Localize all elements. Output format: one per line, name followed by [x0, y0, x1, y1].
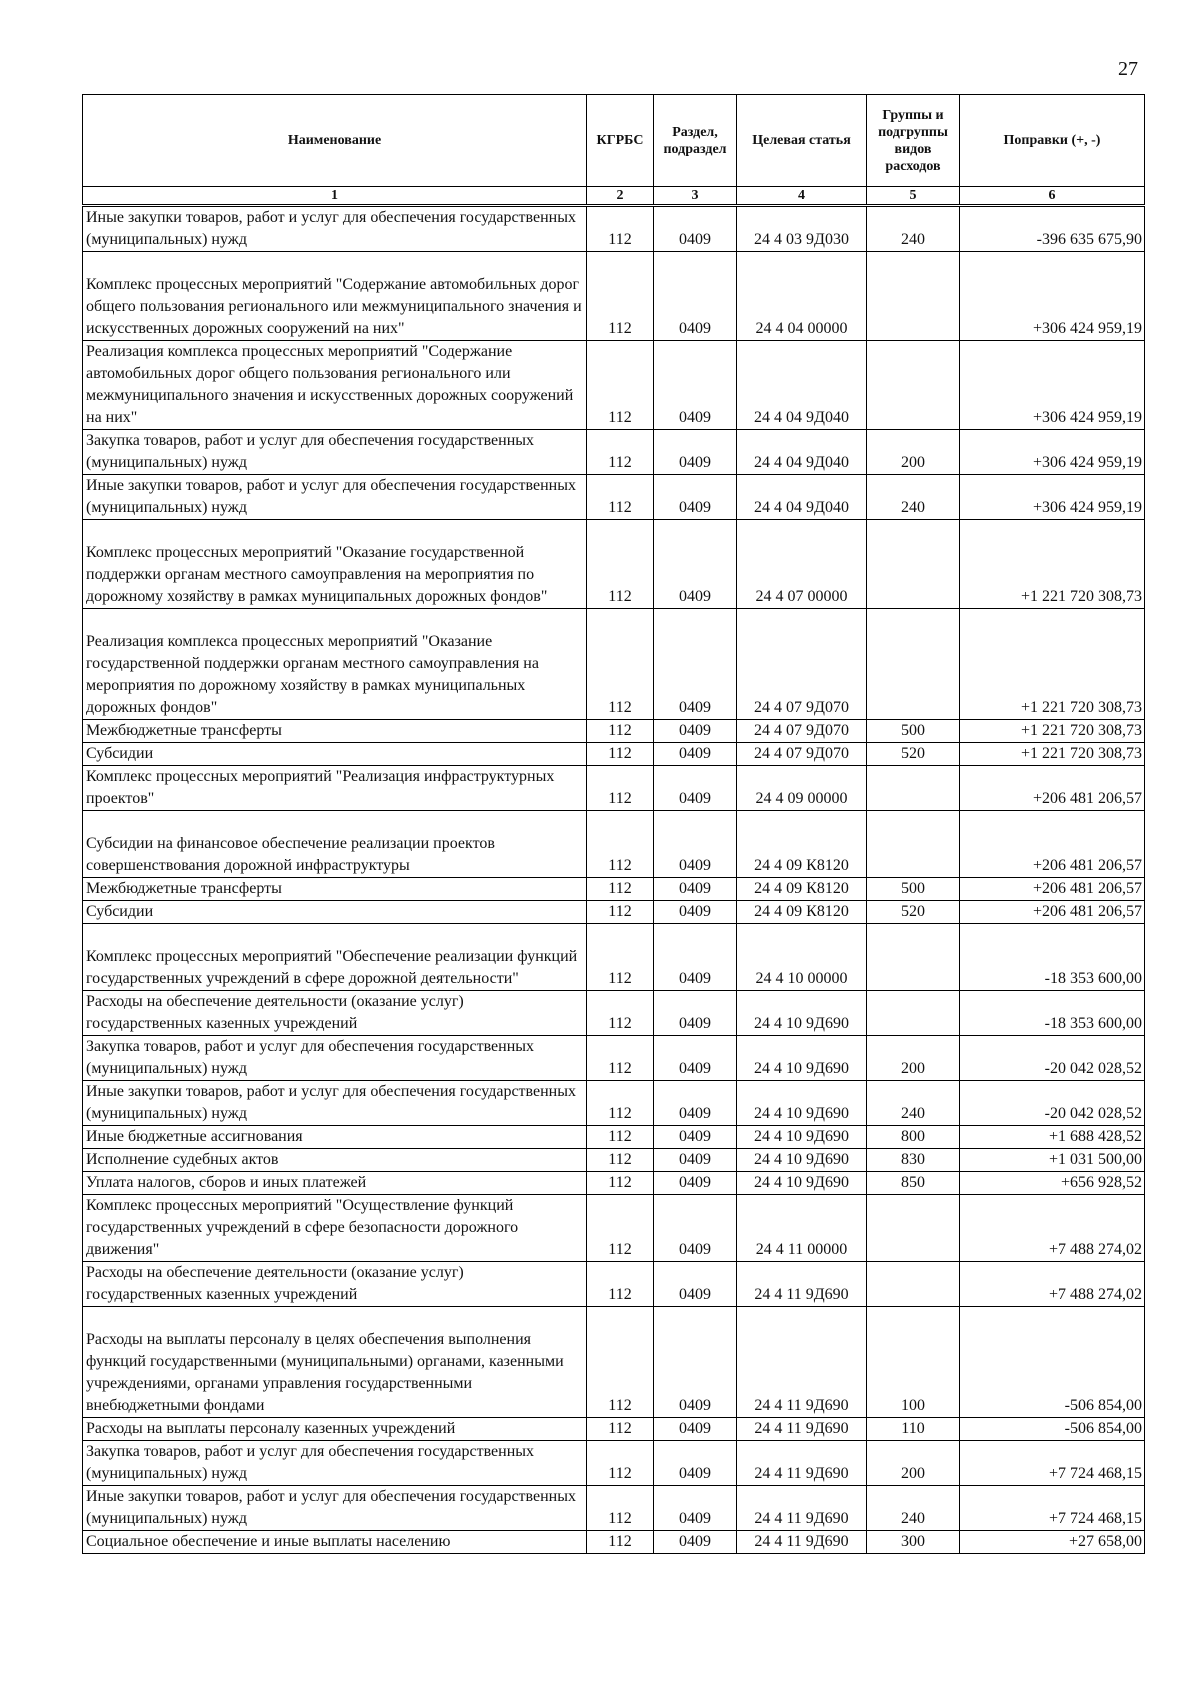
table-row — [83, 1195, 1145, 1262]
row-name: Иные закупки товаров, работ и услуг для обеспечения государственных (муниципальных) нужд — [83, 206, 587, 252]
row-kgrbs: 112 — [587, 1486, 654, 1531]
row-section: 0409 — [654, 520, 737, 609]
row-expense-group — [867, 924, 960, 991]
row-name: Исполнение судебных актов — [83, 1149, 587, 1172]
page-number: 27 — [1118, 58, 1138, 80]
row-amount: -18 353 600,00 — [960, 924, 1145, 991]
row-expense-group — [867, 1262, 960, 1307]
row-name: Комплекс процессных мероприятий "Осуществление функций государственных учреждений в сфере безопасности дорожного движения" — [83, 1195, 587, 1262]
table-row — [83, 341, 1145, 430]
row-target-article: 24 4 03 9Д030 — [737, 206, 867, 252]
row-kgrbs: 112 — [587, 1126, 654, 1149]
row-section: 0409 — [654, 341, 737, 430]
table-row — [83, 1036, 1145, 1081]
row-amount: -396 635 675,90 — [960, 206, 1145, 252]
row-amount: +1 221 720 308,73 — [960, 743, 1145, 766]
row-target-article: 24 4 09 00000 — [737, 766, 867, 811]
row-name: Расходы на выплаты персоналу в целях обеспечения выполнения функций государственными (муниципальными) органами, казенными учреждениями, органами управления государственными внебюджетными фондами — [83, 1307, 587, 1418]
row-amount: +1 688 428,52 — [960, 1126, 1145, 1149]
header-group: Группы и подгруппы видов расходов — [867, 95, 960, 187]
row-expense-group: 800 — [867, 1126, 960, 1149]
row-expense-group: 520 — [867, 743, 960, 766]
row-kgrbs: 112 — [587, 1441, 654, 1486]
row-section: 0409 — [654, 1486, 737, 1531]
row-amount: +7 724 468,15 — [960, 1486, 1145, 1531]
row-expense-group: 110 — [867, 1418, 960, 1441]
row-kgrbs: 112 — [587, 878, 654, 901]
row-amount: -18 353 600,00 — [960, 991, 1145, 1036]
table-row — [83, 1441, 1145, 1486]
row-kgrbs: 112 — [587, 1172, 654, 1195]
row-expense-group: 240 — [867, 475, 960, 520]
row-name: Комплекс процессных мероприятий "Оказание государственной поддержки органам местного самоуправления на мероприятия по дорожному хозяйству в рамках муниципальных дорожных фондов" — [83, 520, 587, 609]
row-section: 0409 — [654, 430, 737, 475]
row-expense-group: 200 — [867, 1036, 960, 1081]
table-row — [83, 991, 1145, 1036]
row-target-article: 24 4 10 9Д690 — [737, 991, 867, 1036]
row-kgrbs: 112 — [587, 1081, 654, 1126]
row-amount: +1 031 500,00 — [960, 1149, 1145, 1172]
row-section: 0409 — [654, 252, 737, 341]
row-target-article: 24 4 10 9Д690 — [737, 1149, 867, 1172]
row-kgrbs: 112 — [587, 475, 654, 520]
table-row — [83, 1486, 1145, 1531]
row-kgrbs: 112 — [587, 924, 654, 991]
row-target-article: 24 4 10 9Д690 — [737, 1036, 867, 1081]
row-expense-group: 500 — [867, 878, 960, 901]
row-kgrbs: 112 — [587, 430, 654, 475]
row-kgrbs: 112 — [587, 206, 654, 252]
table-body — [83, 206, 1145, 1554]
row-kgrbs: 112 — [587, 1307, 654, 1418]
row-section: 0409 — [654, 1307, 737, 1418]
row-target-article: 24 4 09 К8120 — [737, 811, 867, 878]
table-row — [83, 1262, 1145, 1307]
row-target-article: 24 4 04 00000 — [737, 252, 867, 341]
row-amount: +7 488 274,02 — [960, 1195, 1145, 1262]
row-section: 0409 — [654, 1036, 737, 1081]
row-expense-group: 200 — [867, 1441, 960, 1486]
row-name: Комплекс процессных мероприятий "Содержание автомобильных дорог общего пользования регионального или межмуниципального значения и искусственных дорожных сооружений на них" — [83, 252, 587, 341]
row-expense-group — [867, 252, 960, 341]
row-amount: -20 042 028,52 — [960, 1081, 1145, 1126]
row-kgrbs: 112 — [587, 341, 654, 430]
column-number: 4 — [737, 187, 867, 206]
row-name: Реализация комплекса процессных мероприятий "Содержание автомобильных дорог общего пользования регионального или межмуниципального значения и искусственных дорожных сооружений на них" — [83, 341, 587, 430]
column-number-row — [83, 187, 1145, 206]
table-row — [83, 1126, 1145, 1149]
row-name: Иные бюджетные ассигнования — [83, 1126, 587, 1149]
row-name: Иные закупки товаров, работ и услуг для обеспечения государственных (муниципальных) нужд — [83, 475, 587, 520]
row-target-article: 24 4 11 9Д690 — [737, 1307, 867, 1418]
row-name: Закупка товаров, работ и услуг для обеспечения государственных (муниципальных) нужд — [83, 430, 587, 475]
row-section: 0409 — [654, 1081, 737, 1126]
row-amount: -20 042 028,52 — [960, 1036, 1145, 1081]
row-amount: +206 481 206,57 — [960, 811, 1145, 878]
row-amount: +656 928,52 — [960, 1172, 1145, 1195]
row-kgrbs: 112 — [587, 1262, 654, 1307]
row-name: Закупка товаров, работ и услуг для обеспечения государственных (муниципальных) нужд — [83, 1036, 587, 1081]
table-row — [83, 1531, 1145, 1554]
row-expense-group — [867, 991, 960, 1036]
row-name: Субсидии — [83, 901, 587, 924]
row-kgrbs: 112 — [587, 991, 654, 1036]
column-number: 6 — [960, 187, 1145, 206]
row-amount: +306 424 959,19 — [960, 430, 1145, 475]
row-name: Субсидии на финансовое обеспечение реализации проектов совершенствования дорожной инфраструктуры — [83, 811, 587, 878]
table-row — [83, 430, 1145, 475]
row-expense-group: 520 — [867, 901, 960, 924]
row-name: Расходы на выплаты персоналу казенных учреждений — [83, 1418, 587, 1441]
table-row — [83, 1149, 1145, 1172]
row-section: 0409 — [654, 475, 737, 520]
table-row — [83, 1307, 1145, 1418]
row-kgrbs: 112 — [587, 720, 654, 743]
budget-table — [82, 94, 1145, 1554]
column-number: 5 — [867, 187, 960, 206]
row-name: Уплата налогов, сборов и иных платежей — [83, 1172, 587, 1195]
row-expense-group: 240 — [867, 1081, 960, 1126]
table-row — [83, 1418, 1145, 1441]
row-section: 0409 — [654, 1126, 737, 1149]
row-section: 0409 — [654, 991, 737, 1036]
row-amount: +7 488 274,02 — [960, 1262, 1145, 1307]
table-row — [83, 811, 1145, 878]
row-section: 0409 — [654, 743, 737, 766]
table-row — [83, 766, 1145, 811]
row-target-article: 24 4 09 К8120 — [737, 878, 867, 901]
table-row — [83, 924, 1145, 991]
row-name: Иные закупки товаров, работ и услуг для обеспечения государственных (муниципальных) нужд — [83, 1486, 587, 1531]
row-expense-group — [867, 609, 960, 720]
column-number: 2 — [587, 187, 654, 206]
row-target-article: 24 4 10 00000 — [737, 924, 867, 991]
table-row — [83, 252, 1145, 341]
row-amount: +306 424 959,19 — [960, 475, 1145, 520]
table-row — [83, 901, 1145, 924]
row-section: 0409 — [654, 811, 737, 878]
row-expense-group: 850 — [867, 1172, 960, 1195]
row-expense-group: 100 — [867, 1307, 960, 1418]
row-section: 0409 — [654, 1418, 737, 1441]
row-section: 0409 — [654, 1195, 737, 1262]
row-amount: +1 221 720 308,73 — [960, 720, 1145, 743]
row-target-article: 24 4 04 9Д040 — [737, 430, 867, 475]
row-expense-group: 240 — [867, 1486, 960, 1531]
row-expense-group — [867, 341, 960, 430]
row-amount: +1 221 720 308,73 — [960, 609, 1145, 720]
row-target-article: 24 4 07 9Д070 — [737, 609, 867, 720]
row-section: 0409 — [654, 609, 737, 720]
row-target-article: 24 4 07 00000 — [737, 520, 867, 609]
row-section: 0409 — [654, 1149, 737, 1172]
header-amount: Поправки (+, -) — [960, 95, 1145, 187]
row-section: 0409 — [654, 1172, 737, 1195]
row-section: 0409 — [654, 924, 737, 991]
row-kgrbs: 112 — [587, 743, 654, 766]
row-name: Закупка товаров, работ и услуг для обеспечения государственных (муниципальных) нужд — [83, 1441, 587, 1486]
row-name: Комплекс процессных мероприятий "Обеспечение реализации функций государственных учреждений в сфере дорожной деятельности" — [83, 924, 587, 991]
row-section: 0409 — [654, 206, 737, 252]
row-section: 0409 — [654, 766, 737, 811]
row-kgrbs: 112 — [587, 1531, 654, 1554]
row-name: Расходы на обеспечение деятельности (оказание услуг) государственных казенных учреждений — [83, 1262, 587, 1307]
row-amount: +206 481 206,57 — [960, 878, 1145, 901]
row-target-article: 24 4 09 К8120 — [737, 901, 867, 924]
row-amount: +306 424 959,19 — [960, 252, 1145, 341]
table-row — [83, 720, 1145, 743]
row-expense-group: 830 — [867, 1149, 960, 1172]
row-amount: +27 658,00 — [960, 1531, 1145, 1554]
row-kgrbs: 112 — [587, 901, 654, 924]
table-row — [83, 1081, 1145, 1126]
row-expense-group: 500 — [867, 720, 960, 743]
row-target-article: 24 4 07 9Д070 — [737, 720, 867, 743]
header-name: Наименование — [83, 95, 587, 187]
row-target-article: 24 4 10 9Д690 — [737, 1081, 867, 1126]
row-target-article: 24 4 07 9Д070 — [737, 743, 867, 766]
row-section: 0409 — [654, 901, 737, 924]
row-amount: +306 424 959,19 — [960, 341, 1145, 430]
header-row — [83, 95, 1145, 187]
table-row — [83, 520, 1145, 609]
table-row — [83, 609, 1145, 720]
table-row — [83, 475, 1145, 520]
row-kgrbs: 112 — [587, 1149, 654, 1172]
row-expense-group — [867, 811, 960, 878]
row-name: Комплекс процессных мероприятий "Реализация инфраструктурных проектов" — [83, 766, 587, 811]
table-row — [83, 878, 1145, 901]
row-section: 0409 — [654, 878, 737, 901]
row-expense-group — [867, 766, 960, 811]
row-name: Реализация комплекса процессных мероприятий "Оказание государственной поддержки органам местного самоуправления на мероприятия по дорожному хозяйству в рамках муниципальных дорожных фондов" — [83, 609, 587, 720]
column-number: 1 — [83, 187, 587, 206]
row-name: Субсидии — [83, 743, 587, 766]
row-target-article: 24 4 04 9Д040 — [737, 475, 867, 520]
row-target-article: 24 4 11 9Д690 — [737, 1486, 867, 1531]
row-target-article: 24 4 11 00000 — [737, 1195, 867, 1262]
row-expense-group: 300 — [867, 1531, 960, 1554]
row-amount: -506 854,00 — [960, 1307, 1145, 1418]
row-name: Межбюджетные трансферты — [83, 720, 587, 743]
row-target-article: 24 4 11 9Д690 — [737, 1441, 867, 1486]
header-kgrbs: КГРБС — [587, 95, 654, 187]
row-target-article: 24 4 10 9Д690 — [737, 1172, 867, 1195]
row-name: Иные закупки товаров, работ и услуг для обеспечения государственных (муниципальных) нужд — [83, 1081, 587, 1126]
row-target-article: 24 4 11 9Д690 — [737, 1531, 867, 1554]
column-number: 3 — [654, 187, 737, 206]
row-kgrbs: 112 — [587, 609, 654, 720]
row-name: Межбюджетные трансферты — [83, 878, 587, 901]
table-row — [83, 1172, 1145, 1195]
table-row — [83, 206, 1145, 252]
row-expense-group: 200 — [867, 430, 960, 475]
row-target-article: 24 4 10 9Д690 — [737, 1126, 867, 1149]
header-section: Раздел, подраздел — [654, 95, 737, 187]
row-amount: +7 724 468,15 — [960, 1441, 1145, 1486]
row-section: 0409 — [654, 720, 737, 743]
row-target-article: 24 4 04 9Д040 — [737, 341, 867, 430]
row-target-article: 24 4 11 9Д690 — [737, 1418, 867, 1441]
table-row — [83, 743, 1145, 766]
row-expense-group — [867, 1195, 960, 1262]
row-amount: +206 481 206,57 — [960, 901, 1145, 924]
row-name: Социальное обеспечение и иные выплаты населению — [83, 1531, 587, 1554]
row-expense-group: 240 — [867, 206, 960, 252]
row-kgrbs: 112 — [587, 1036, 654, 1081]
row-kgrbs: 112 — [587, 252, 654, 341]
row-amount: +1 221 720 308,73 — [960, 520, 1145, 609]
row-kgrbs: 112 — [587, 1195, 654, 1262]
row-section: 0409 — [654, 1531, 737, 1554]
row-target-article: 24 4 11 9Д690 — [737, 1262, 867, 1307]
row-kgrbs: 112 — [587, 811, 654, 878]
header-target: Целевая статья — [737, 95, 867, 187]
row-amount: +206 481 206,57 — [960, 766, 1145, 811]
row-kgrbs: 112 — [587, 1418, 654, 1441]
row-expense-group — [867, 520, 960, 609]
row-section: 0409 — [654, 1262, 737, 1307]
row-section: 0409 — [654, 1441, 737, 1486]
row-name: Расходы на обеспечение деятельности (оказание услуг) государственных казенных учреждений — [83, 991, 587, 1036]
row-kgrbs: 112 — [587, 520, 654, 609]
row-amount: -506 854,00 — [960, 1418, 1145, 1441]
row-kgrbs: 112 — [587, 766, 654, 811]
